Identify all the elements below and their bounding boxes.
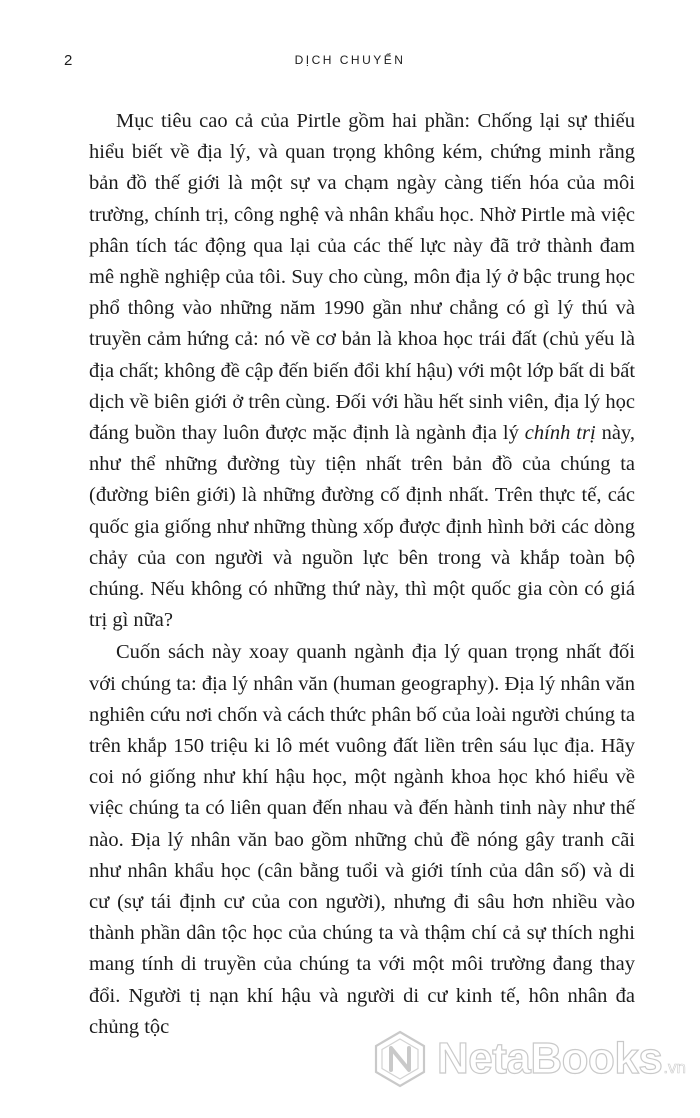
- paragraph-1-part-2: này, như thể những đường tùy tiện nhất trên bản đồ của chúng ta (đường biên giới) là những đường cố định nhất. Trên thực tế, các quốc gia giống như những thùng xốp được định hình bởi các dòng chảy của con người và nguồn lực bên trong và khắp toàn bộ chúng. Nếu không có những thứ này, thì một quốc gia còn có giá trị gì nữa?: [89, 422, 635, 632]
- body-text: [89, 106, 635, 1043]
- paragraph-1: [89, 106, 635, 636]
- page-number: 2: [64, 52, 73, 69]
- netabooks-logo-icon: [371, 1030, 429, 1088]
- paragraph-1-italic: chính trị: [524, 422, 596, 445]
- watermark-suffix: .vn: [663, 1058, 686, 1077]
- paragraph-1-part-1: Mục tiêu cao cả của Pirtle gồm hai phần: Chống lại sự thiếu hiểu biết về địa lý, và quan trọng không kém, chứng minh rằng bản đồ thế giới là một sự va chạm ngày càng tiến hóa của môi trường, chính trị, công nghệ và nhân khẩu học. Nhờ Pirtle mà việc phân tích tác động qua lại của các thế lực này đã trở thành đam mê nghề nghiệp của tôi. Suy cho cùng, môn địa lý ở bậc trung học phổ thông vào những năm 1990 gần như chẳng có gì lý thú và truyền cảm hứng cả: nó về cơ bản là khoa học trái đất (chủ yếu là địa chất; không đề cập đến biến đổi khí hậu) với một lớp bất di bất dịch về biên giới ở trên cùng. Đối với hầu hết sinh viên, địa lý học đáng buồn thay luôn được mặc định là ngành địa lý: [89, 110, 636, 445]
- watermark-brand: NetaBooks: [436, 1034, 663, 1083]
- running-header: DỊCH CHUYỂN: [294, 53, 406, 67]
- watermark: [371, 1030, 686, 1088]
- paragraph-2: Cuốn sách này xoay quanh ngành địa lý quan trọng nhất đối với chúng ta: địa lý nhân văn (human geography). Địa lý nhân văn nghiên cứu nơi chốn và cách thức phân bố của loài người chúng ta trên khắp 150 triệu ki lô mét vuông đất liền trên sáu lục địa. Hãy coi nó giống như khí hậu học, một ngành khoa học khó hiểu về việc chúng ta có liên quan đến nhau và đến hành tinh này như thế nào. Địa lý nhân văn bao gồm những chủ đề nóng gây tranh cãi như nhân khẩu học (cân bằng tuổi và giới tính của dân số) và di cư (sự tái định cư của con người), nhưng đi sâu hơn nhiều vào thành phần dân tộc học của chúng ta và thậm chí cả sự thích nghi mang tính di truyền của chúng ta với một môi trường đang thay đổi. Người tị nạn khí hậu và người di cư kinh tế, hôn nhân đa chủng tộc: [89, 641, 635, 1038]
